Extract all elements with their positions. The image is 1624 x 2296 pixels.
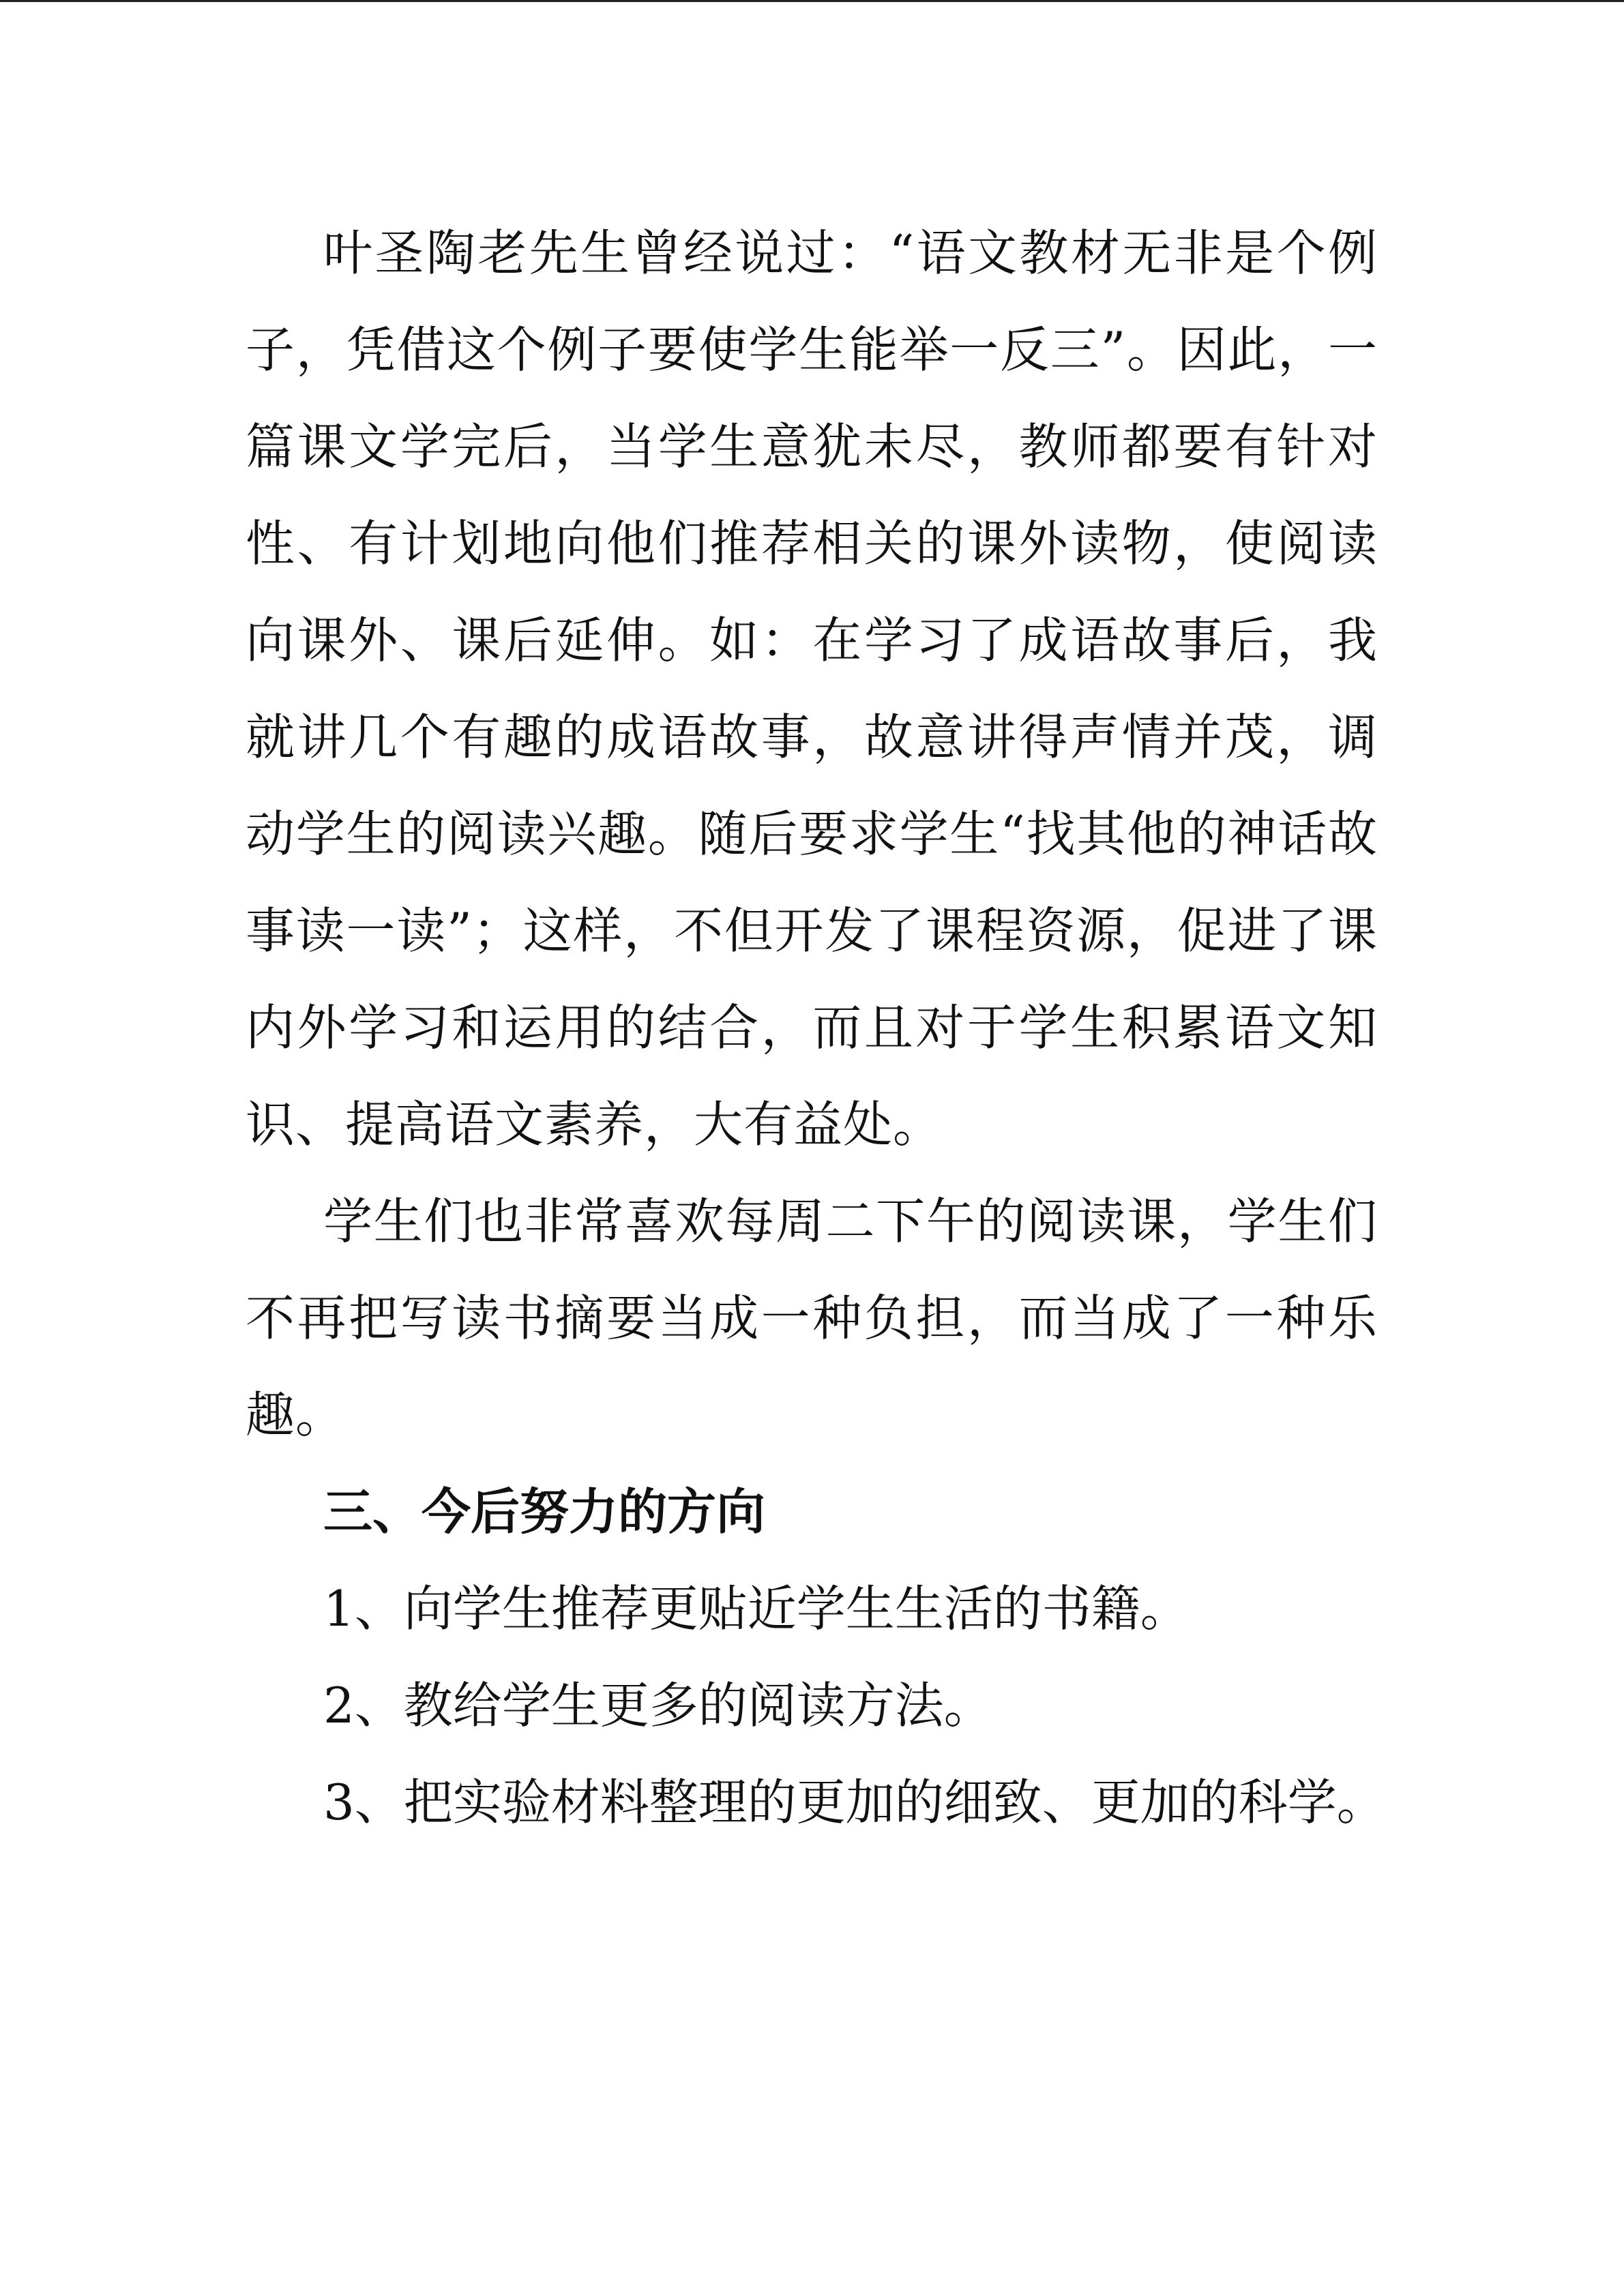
list-item-2: 2、教给学生更多的阅读方法。 — [323, 1677, 993, 1734]
page-top-border — [0, 0, 1624, 2]
document-body — [246, 205, 1386, 1851]
paragraph-2: 学生们也非常喜欢每周二下午的阅读课，学生们不再把写读书摘要当成一种负担，而当成了一种乐趣。 — [246, 1193, 1378, 1444]
list-item-3: 3、把实验材料整理的更加的细致、更加的科学。 — [323, 1774, 1386, 1831]
list-item-1: 1、向学生推荐更贴近学生生活的书籍。 — [323, 1580, 1190, 1637]
paragraph-1: 叶圣陶老先生曾经说过：“语文教材无非是个例子，凭借这个例子要使学生能举一反三”。因此，一篇课文学完后，当学生意犹未尽，教师都要有针对性、有计划地向他们推荐相关的课外读物，使阅读向课外、课后延伸。如：在学习了成语故事后，我就讲几个有趣的成语故事，故意讲得声情并茂，调动学生的阅读兴趣。随后要求学生“找其他的神话故事读一读”；这样，不但开发了课程资源，促进了课内外学习和运用的结合，而且对于学生积累语文知识、提高语文素养，大有益处。 — [246, 224, 1378, 1153]
section-heading: 三、今后努力的方向 — [323, 1483, 766, 1540]
